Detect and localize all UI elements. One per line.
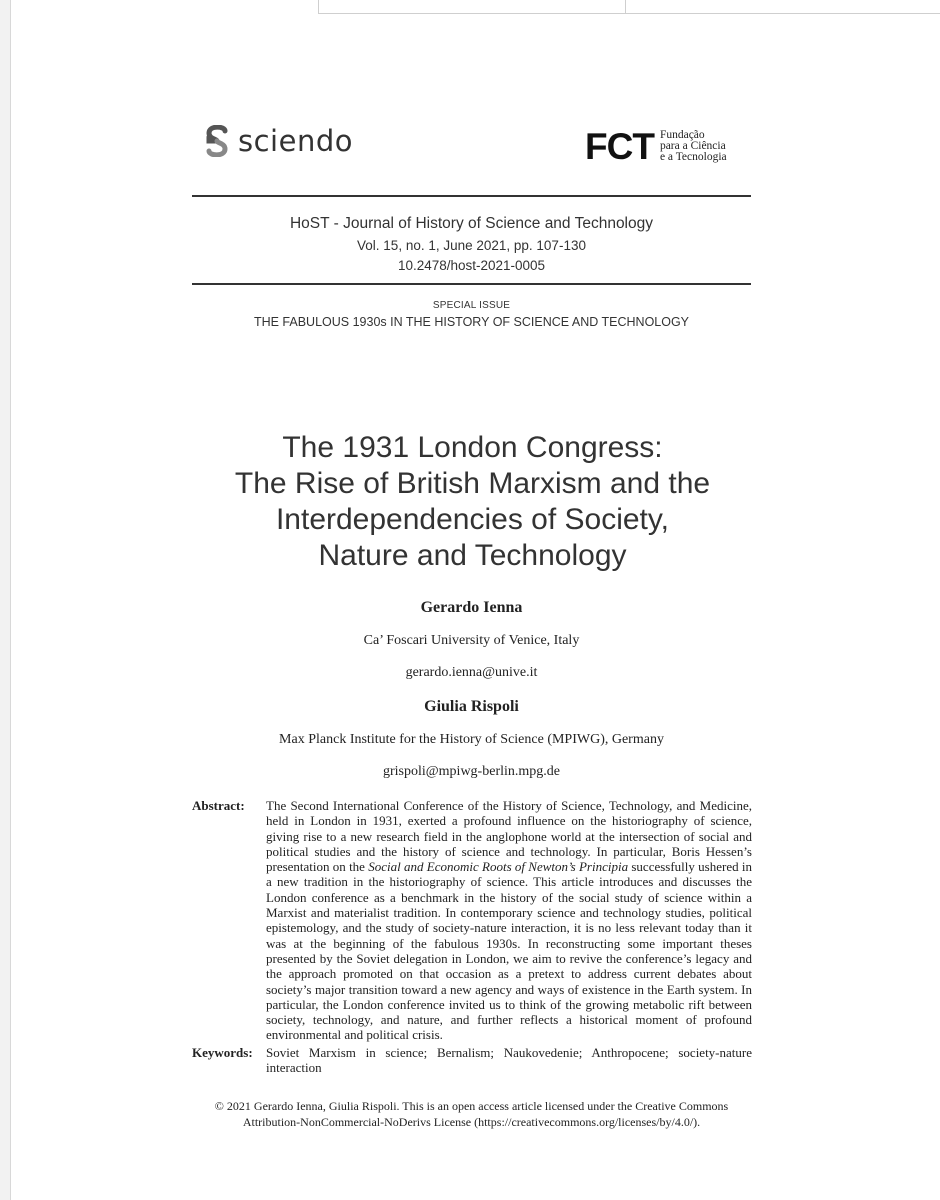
sciendo-wordmark: sciendo	[238, 124, 353, 158]
fct-mark: FCT	[585, 126, 654, 167]
abstract-italic-title: Social and Economic Roots of Newton’s Principia	[368, 859, 629, 875]
keywords-text: Soviet Marxism in science; Bernalism; Naukovedenie; Anthropocene; society-nature interaction	[266, 1044, 752, 1076]
license-line: Attribution-NonCommercial-NoDerivs License (https://creativecommons.org/licenses/by/4.0/).	[242, 1114, 701, 1129]
journal-volume: Vol. 15, no. 1, June 2021, pp. 107-130	[357, 238, 586, 253]
fct-logo	[585, 128, 727, 165]
title-line: The 1931 London Congress:	[282, 431, 663, 464]
fct-name-line2: para a Ciência	[659, 140, 726, 152]
abstract-text-part: successfully ushered in a new tradition in the historiography of science. This article introduces and discusses the London conference as a benchmark in the history of the social study of science within a Marxist and materialist tradition. In contemporary science and technology studies, political epistemology, and the study of society-nature interaction, it is no less relevant today than it was at the beginning of the fabulous 1930s. In reconstructing some important theses presented by the Soviet delegation in London, we aim to revive the conference’s legacy and the approach promoted on that occasion as a pretext to address current debates about society’s major transition toward a new agency and ways of existence in the Earth system. In particular, the London conference invited us to think of the growing metabolic rift between society, technology, and nature, and further reflects a historical moment of profound environmental and political crisis.	[266, 859, 752, 1043]
journal-name: HoST - Journal of History of Science and Technology	[289, 215, 653, 232]
middle-rule	[192, 283, 751, 285]
abstract-label: Abstract:	[192, 798, 245, 813]
license-line: © 2021 Gerardo Ienna, Giulia Rispoli. This is an open access article licensed under the Creative Commons	[214, 1099, 729, 1113]
title-line: Nature and Technology	[318, 539, 627, 572]
title-line: The Rise of British Marxism and the	[234, 467, 711, 500]
author-affiliation: Ca’ Foscari University of Venice, Italy	[363, 633, 580, 648]
article-title	[160, 430, 785, 574]
title-line: Interdependencies of Society,	[275, 503, 670, 536]
special-issue-label: SPECIAL ISSUE	[432, 300, 511, 311]
journal-doi: 10.2478/host-2021-0005	[397, 258, 546, 273]
fct-name	[660, 130, 727, 163]
fct-name-line1: Fundação	[659, 129, 705, 141]
viewer-toolbar-strip	[318, 0, 940, 14]
author-affiliation: Max Planck Institute for the History of Science (MPIWG), Germany	[279, 732, 664, 747]
abstract-text-part: The Second International Conference of the History of Science, Technology, and Medicine, held in London in 1931, exerted a profound influence on the historiography of science, giving rise to a new research field in the anglophone world at the intersection of social and political studies and the history of science and technology. In particular, Boris Hessen’s presentation on the	[266, 798, 752, 875]
author-name: Giulia Rispoli	[424, 698, 519, 715]
author-email[interactable]: gerardo.ienna@unive.it	[405, 665, 538, 680]
sciendo-logo	[205, 124, 353, 158]
fct-name-line3: e a Tecnologia	[659, 151, 727, 163]
abstract-text	[266, 798, 752, 1043]
author-name: Gerardo Ienna	[420, 599, 523, 616]
special-issue-title: THE FABULOUS 1930s IN THE HISTORY OF SCIENCE AND TECHNOLOGY	[253, 315, 690, 329]
license-notice	[192, 1099, 751, 1130]
sciendo-s-icon	[205, 125, 229, 157]
author-email[interactable]: grispoli@mpiwg-berlin.mpg.de	[383, 764, 560, 779]
abstract-block	[192, 798, 752, 1075]
top-rule	[192, 195, 751, 197]
keywords-label: Keywords:	[192, 1044, 253, 1060]
